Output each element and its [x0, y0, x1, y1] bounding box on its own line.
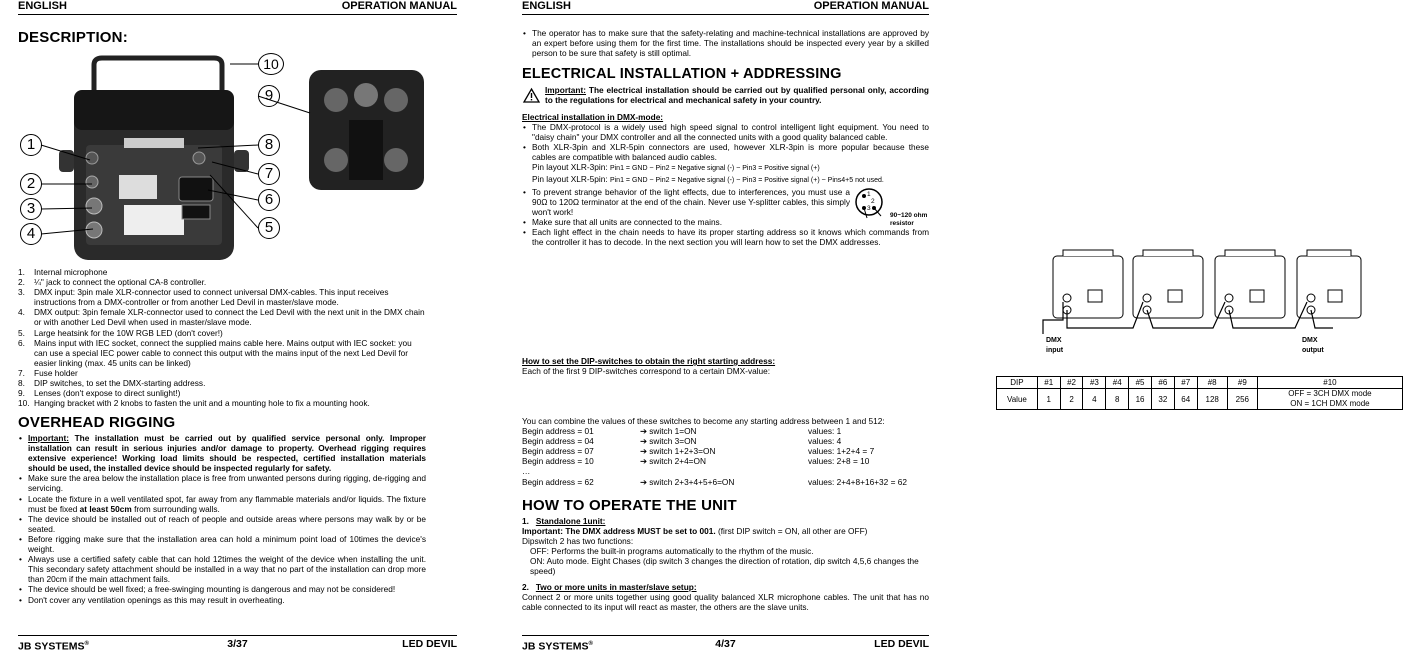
dipswitch-2-text: Dipswitch 2 has two functions: — [522, 536, 634, 547]
combine-text: You can combine the values of these switches to become any starting address between 1 and 512: — [522, 416, 885, 426]
table-cell: 128 — [1197, 389, 1227, 410]
table-cell: 4 — [1083, 389, 1106, 410]
list-item: • To prevent strange behavior of the light effects, due to interferences, you must use a 90Ω to 120Ω terminator at the end of the chain. Never use Y-splitter cables, this simply won't work! — [522, 187, 850, 217]
address-examples — [522, 416, 929, 487]
page-number: 3/37 — [227, 638, 248, 650]
list-item: 7. Fuse holder — [18, 367, 78, 378]
callout-lines — [0, 0, 475, 260]
list-item: • Both XLR-3pin and XLR-5pin connectors are used, however XLR-3pin is more popular because these cables are compatible with balanced audio cables. — [522, 142, 929, 162]
pin-layout-5: Pin layout XLR-5pin: Pin1 = GND ~ Pin2 = Negative signal (-) ~ Pin3 = Positive signal (+) ~ Pins4+5 not used. — [532, 174, 884, 185]
warning-icon — [523, 88, 540, 103]
table-cell: #3 — [1083, 377, 1106, 389]
callout-4: 4 — [20, 223, 42, 245]
table-cell: 8 — [1106, 389, 1129, 410]
dmx-chain-diagram — [1033, 254, 1373, 338]
list-item: 4. DMX output: 3pin female XLR-connector used to connect the Led Devil with the next unit in the DMX chain or with another Led Devil when used in master/slave mode. — [18, 307, 425, 328]
callout-7: 7 — [258, 163, 280, 185]
list-item: • The DMX-protocol is a widely used high speed signal to control intelligent light equipment. You need to "daisy chain" your DMX controller and all the connected units with a good quality balanced cable. — [522, 122, 929, 142]
table-cell: DIP — [997, 377, 1038, 389]
address-row: Begin address = 07 ➔ switch 1+2+3=ON values: 1+2+4 = 7 — [522, 446, 875, 457]
table-cell: #8 — [1197, 377, 1227, 389]
list-item: • Each light effect in the chain needs to have its proper starting address so it knows which commands from the controller it has to decode. In the next section you will learn how to set the DMX addresses. — [522, 227, 929, 247]
table-cell: #2 — [1060, 377, 1083, 389]
footer-product: LED DEVIL — [874, 638, 929, 650]
callout-8: 8 — [258, 134, 280, 156]
dip-section — [522, 356, 929, 376]
address-row: Begin address = 04 ➔ switch 3=ON values: 4 — [522, 436, 842, 447]
table-cell: 32 — [1151, 389, 1174, 410]
dipswitch-2-on: ON: Auto mode. Eight Chases (dip switch 3 changes the direction of rotation, dip switch 4,5,6 changes the speed) — [530, 556, 919, 577]
callout-1: 1 — [20, 134, 42, 156]
dip-switch-table — [996, 376, 1403, 410]
address-ellipsis: … — [522, 466, 531, 477]
list-item: 10. Hanging bracket with 2 knobs to fasten the unit and a mounting hole to fix a mounting hook. — [18, 398, 370, 409]
callout-5: 5 — [258, 217, 280, 239]
overhead-rigging-heading: OVERHEAD RIGGING — [18, 414, 176, 431]
dmx-output-label: DMX output — [1302, 337, 1324, 355]
table-cell: 1 — [1037, 389, 1060, 410]
intro-paragraph — [522, 28, 929, 58]
table-cell: 16 — [1129, 389, 1152, 410]
table-cell: #6 — [1151, 377, 1174, 389]
page-number: 4/37 — [715, 638, 736, 650]
pin-layout-3: Pin layout XLR-3pin: Pin1 = GND ~ Pin2 = Negative signal (-) ~ Pin3 = Positive signal (+) — [532, 162, 820, 173]
header-language: ENGLISH — [18, 0, 67, 12]
table-cell: 64 — [1174, 389, 1197, 410]
page-left — [0, 0, 475, 654]
address-row: Begin address = 10 ➔ switch 2+4=ON values: 2+8 = 10 — [522, 456, 870, 467]
dmx-mode-title: Electrical installation in DMX-mode: — [522, 112, 664, 122]
master-slave-title: 2. Two or more units in master/slave setup: — [522, 581, 697, 592]
resistor-label: 90~120 ohm resistor — [890, 212, 928, 227]
footer-product: LED DEVIL — [402, 638, 457, 650]
callout-3: 3 — [20, 198, 42, 220]
list-item: 8. DIP switches, to set the DMX-starting address. — [18, 378, 206, 389]
page-header — [522, 0, 929, 15]
address-row: Begin address = 01 ➔ switch 1=ON values: 1 — [522, 426, 842, 437]
how-to-operate-heading: HOW TO OPERATE THE UNIT — [522, 497, 737, 514]
dmx-input-label: DMX input — [1046, 337, 1064, 355]
resistor-pin-labels: 1 2 3 — [867, 191, 875, 212]
callout-6: 6 — [258, 189, 280, 211]
electrical-important-note: Important: The electrical installation should be carried out by qualified personal only, according to the regulations for electrical and mechanical safety in your country. — [545, 85, 929, 106]
list-item: 3. DMX input: 3pin male XLR-connector used to connect universal DMX-cables. This input receives instructions from a DMX-controller or from another Led Devil in master/slave mode. — [18, 287, 389, 308]
list-item: • Important: The installation must be carried out by qualified service personal only. Improper installation can result in serious injuries and/or damage to property. Overhead rigging requires extensive experience! Working load limits should be respected, certified installation materials should be used, the installed device should be inspected regularly for safety. — [18, 433, 426, 473]
table-cell: OFF = 3CH DMX mode ON = 1CH DMX mode — [1257, 389, 1402, 410]
dipswitch-2-off: OFF: Performs the built-in programs automatically to the rhythm of the music. — [530, 546, 814, 557]
callout-9: 9 — [258, 85, 280, 107]
table-cell: #10 — [1257, 377, 1402, 389]
list-item: • The device should be well fixed; a free-swinging mounting is dangerous and may not be considered! — [18, 584, 426, 594]
table-cell: 2 — [1060, 389, 1083, 410]
header-language: ENGLISH — [522, 0, 571, 12]
page-right — [475, 0, 1372, 654]
master-slave-text: Connect 2 or more units together using good quality balanced XLR microphone cables. The unit that has no cable connected to its input will react as master, the others are the slave units. — [522, 591, 929, 612]
page-footer — [18, 635, 457, 653]
description-list — [18, 267, 426, 408]
dip-subtitle: Each of the first 9 DIP-switches correspond to a certain DMX-value: — [522, 366, 771, 377]
list-item: • Locate the fixture in a well ventilated spot, far away from any flammable materials and/or liquids. The fixture must be fixed at least 50cm from surrounding walls. — [18, 494, 426, 514]
table-cell: #7 — [1174, 377, 1197, 389]
address-row: Begin address = 62 ➔ switch 2+3+4+5+6=ON values: 2+4+8+16+32 = 62 — [522, 476, 907, 487]
footer-brand: JB SYSTEMS® — [522, 640, 593, 653]
list-item: • Make sure that all units are connected to the mains. — [522, 217, 929, 227]
list-item: • Always use a certified safety cable that can hold 12times the weight of the device when installing the unit. This secondary safety attachment should be installed in a way that no part of the installation can drop more than 20cm if the main attachment fails. — [18, 554, 426, 584]
callout-2: 2 — [20, 173, 42, 195]
list-item: • Before rigging make sure that the installation area can hold a minimum point load of 10times the device's weight. — [18, 534, 426, 554]
page-footer — [522, 635, 929, 653]
rigging-list — [18, 433, 426, 605]
list-item: • Make sure the area below the installation place is free from unwanted persons during rigging, de-rigging and servicing. — [18, 473, 426, 493]
list-item: • Don't cover any ventilation openings as this may result in overheating. — [18, 595, 426, 605]
list-item: • The device should be installed out of reach of people and outside areas where persons may walk by or be seated. — [18, 514, 426, 534]
operate-section — [522, 516, 929, 612]
standalone-title: 1. Standalone 1unit: — [522, 516, 606, 526]
dip-title: How to set the DIP-switches to obtain the right starting address: — [522, 356, 776, 366]
table-cell: 256 — [1227, 389, 1257, 410]
list-item: 2. ¼" jack to connect the optional CA-8 controller. — [18, 277, 207, 288]
electrical-installation-heading: ELECTRICAL INSTALLATION + ADDRESSING — [522, 66, 842, 82]
standalone-important: Important: The DMX address MUST be set to 001. (first DIP switch = ON, all other are OFF) — [522, 526, 868, 537]
list-item: 9. Lenses (don't expose to direct sunlight!) — [18, 388, 181, 399]
list-item: • The operator has to make sure that the safety-relating and machine-technical installations are approved by an expert before using them for the first time. The installations should be inspected every year by a skilled person to be sure that safety is still optimal. — [522, 28, 929, 58]
description-heading: DESCRIPTION: — [18, 29, 128, 46]
footer-brand: JB SYSTEMS® — [18, 640, 89, 653]
table-row — [997, 377, 1403, 389]
list-item: 6. Mains input with IEC socket, connect the supplied mains cable here. Mains output with IEC socket: you can use a special IEC power cable to connect this output with the mains input of the next Led Devil for easier linking (max. 45 units can be linked) — [18, 337, 412, 368]
table-cell: #5 — [1129, 377, 1152, 389]
header-title: OPERATION MANUAL — [813, 0, 929, 12]
table-row — [997, 389, 1403, 410]
table-cell: #1 — [1037, 377, 1060, 389]
table-cell: Value — [997, 389, 1038, 410]
list-item: 1. Internal microphone — [18, 267, 108, 277]
table-cell: #9 — [1227, 377, 1257, 389]
callout-10: 10 — [258, 53, 284, 75]
header-title: OPERATION MANUAL — [341, 0, 457, 12]
list-item: 5. Large heatsink for the 10W RGB LED (don't cover!) — [18, 327, 223, 338]
table-cell: #4 — [1106, 377, 1129, 389]
